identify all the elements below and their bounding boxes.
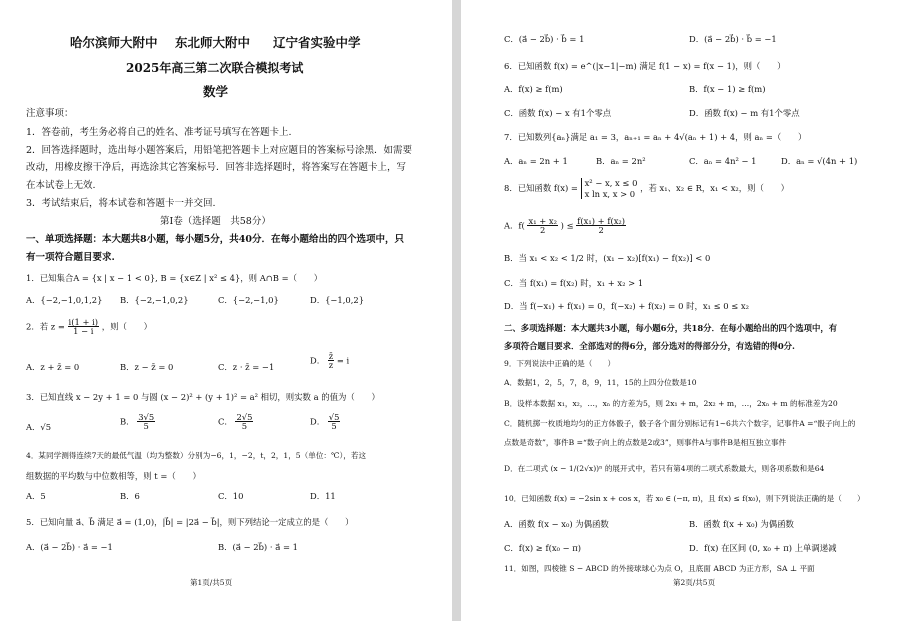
question-2-option-b: B．z − z̄ = 0 xyxy=(120,362,174,372)
notice-heading: 注意事项： xyxy=(26,108,74,119)
exam-title: 2025年高三第二次联合模拟考试 xyxy=(126,61,304,75)
notice-2-line-1: 2．回答选择题时，选出每小题答案后，用铅笔把答题卡上对应题目的答案标号涂黑．如需要 xyxy=(26,145,413,156)
question-6-option-d: D．函数 f(x) − m 有1个零点 xyxy=(689,108,800,118)
notice-2-line-2: 改动，用橡皮擦干净后，再选涂其它答案标号．回答非选择题时，将答案写在答题卡上，写 xyxy=(26,162,407,173)
volume-heading: 第Ⅰ卷（选择题 共58分） xyxy=(160,216,271,227)
school-name-2: 东北师大附中 xyxy=(175,35,251,50)
page-2-footer: 第2页/共5页 xyxy=(673,578,716,587)
question-8-option-d: D．当 f(−x₁) + f(x₁) = 0，f(−x₂) + f(x₂) = 0 时，x₁ ≤ 0 ≤ x₂ xyxy=(504,301,750,311)
question-6-option-a: A．f(x) ≥ f(m) xyxy=(504,84,563,94)
question-5-option-b: B．(a⃗ − 2b⃗) · a⃗ = 1 xyxy=(218,542,298,552)
question-2-option-a: A．z + z̄ = 0 xyxy=(26,362,80,372)
question-3-option-c: C． $\frac{2√5}{5}$ xyxy=(218,412,253,432)
question-8-piecewise: x² − x, x ≤ 0 x ln x, x > 0 xyxy=(581,178,638,199)
question-9-option-b: B．设样本数据 x₁，x₂，…，xₙ 的方差为5，则 2x₁ + m，2x₂ + m，…，2xₙ + m 的标准差为20 xyxy=(504,399,838,408)
section-1-heading-line-2: 有一项符合题目要求. xyxy=(26,252,115,263)
question-3-option-a: A．√5 xyxy=(26,422,52,432)
notice-2-line-3: 在本试卷上无效. xyxy=(26,180,96,191)
question-10-option-a: A．函数 f(x − x₀) 为偶函数 xyxy=(504,519,609,529)
question-10-option-d: D．f(x) 在区间 (0, x₀ + π) 上单调递减 xyxy=(689,543,837,553)
section-2-heading-line-1: 二、多项选择题：本大题共3小题，每小题6分，共18分．在每小题给出的四个选项中，有 xyxy=(504,323,838,333)
question-2-option-d: D． $\frac{z̄}{z}$ = i xyxy=(310,351,350,371)
question-3-option-b: B． $\frac{3√5}{5}$ xyxy=(120,412,155,432)
page-1-footer: 第1页/共5页 xyxy=(190,578,233,587)
question-2-option-c: C．z · z̄ = −1 xyxy=(218,362,275,372)
question-7-option-a: A．aₙ = 2n + 1 xyxy=(504,156,568,166)
question-5-option-d: D．(a⃗ − 2b⃗) · b⃗ = −1 xyxy=(689,34,777,44)
subject-title: 数学 xyxy=(203,84,229,99)
question-8: 8．已知函数 f(x) = x² − x, x ≤ 0 x ln x, x > 0 ，若 x₁、x₂ ∈ R，x₁ < x₂，则（ ） xyxy=(504,178,790,199)
question-11: 11．如图，四棱锥 S − ABCD 的外接球球心为点 O，且底面 ABCD 为正方形，SA ⊥ 平面 xyxy=(504,564,815,573)
question-7-option-d: D．aₙ = √(4n + 1) xyxy=(781,156,858,166)
question-4-option-b: B．6 xyxy=(120,491,140,501)
question-6-option-c: C．函数 f(x) − x 有1个零点 xyxy=(504,108,612,118)
page-gap xyxy=(452,0,461,621)
section-2-heading-line-2: 多项符合题目要求．全部选对的得6分，部分选对的得部分分，有选错的得0分. xyxy=(504,341,795,351)
exam-page-2 xyxy=(461,0,912,621)
question-5-option-c: C．(a⃗ − 2b⃗) · b⃗ = 1 xyxy=(504,34,585,44)
question-4-line-2: 组数据的平均数与中位数相等，则 t =（ ） xyxy=(26,471,201,481)
question-2: 2．若 z = $\frac{i(1 + i)}{1 - i}$ ，则（ ） xyxy=(26,317,152,337)
question-9: 9．下列说法中正确的是（ ） xyxy=(504,359,616,368)
question-6-option-b: B．f(x − 1) ≥ f(m) xyxy=(689,84,766,94)
question-4-line-1: 4．某同学测得连续7天的最低气温（均为整数）分别为−6，1，−2，t，2，1，5（单位：℃），若这 xyxy=(26,451,367,460)
question-1-option-a: A．{−2,−1,0,1,2} xyxy=(26,295,103,305)
question-10-option-c: C．f(x) ≥ f(x₀ − π) xyxy=(504,543,582,553)
question-3-option-d: D． $\frac{√5}{5}$ xyxy=(310,412,340,432)
question-9-option-a: A．数据1，2，5，7，8，9，11，15的上四分位数是10 xyxy=(504,378,697,387)
school-name-3: 辽宁省实验中学 xyxy=(273,35,361,50)
question-9-option-d: D．在二项式 (x − 1/(2√x))ⁿ 的展开式中，若只有第4项的二项式系数最大，则各项系数和是64 xyxy=(504,464,825,473)
notice-3: 3．考试结束后，将本试卷和答题卡一并交回. xyxy=(26,198,216,209)
exam-page-1 xyxy=(0,0,452,621)
question-1-option-b: B．{−2,−1,0,2} xyxy=(120,295,189,305)
question-7-option-b: B．aₙ = 2n² xyxy=(596,156,646,166)
question-1-option-d: D．{−1,0,2} xyxy=(310,295,365,305)
question-2-fraction: $\frac{i(1 + i)}{1 - i}$ xyxy=(68,317,99,337)
question-1-option-c: C．{−2,−1,0} xyxy=(218,295,279,305)
question-8-option-a: A．f( $\frac{\text{x₁ + x₂}}{2}$ ) ≤ $\frac{\text{f(x₁) + f(x₂)}}{2}$ xyxy=(504,216,626,236)
question-6: 6．已知函数 f(x) = e^(|x−1|−m) 满足 f(1 − x) = f(x − 1)，则（ ） xyxy=(504,61,786,71)
question-10-option-b: B．函数 f(x + x₀) 为偶函数 xyxy=(689,519,794,529)
question-5: 5．已知向量 a⃗、b⃗ 满足 a⃗ = (1,0)，|b⃗| = |2a⃗ − b⃗|，则下列结论一定成立的是（ ） xyxy=(26,517,354,527)
notice-1: 1．答卷前，考生务必将自己的姓名、准考证号填写在答题卡上. xyxy=(26,127,292,138)
question-7: 7．已知数列{aₙ}满足 a₁ = 3，aₙ₊₁ = aₙ + 4√(aₙ + 1) + 4，则 aₙ =（ ） xyxy=(504,132,807,142)
question-8-option-c: C．当 f(x₁) = f(x₂) 时，x₁ + x₂ > 1 xyxy=(504,278,644,288)
school-name-1: 哈尔滨师大附中 xyxy=(70,35,158,50)
section-1-heading-line-1: 一、单项选择题：本大题共8小题，每小题5分，共40分．在每小题给出的四个选项中，只 xyxy=(26,234,404,245)
question-5-option-a: A．(a⃗ − 2b⃗) · a⃗ = −1 xyxy=(26,542,113,552)
question-4-option-c: C．10 xyxy=(218,491,244,501)
question-8-option-b: B．当 x₁ < x₂ < 1/2 时，(x₁ − x₂)[f(x₁) − f(x₂)] < 0 xyxy=(504,253,711,263)
question-7-option-c: C．aₙ = 4n² − 1 xyxy=(689,156,757,166)
question-9-option-c-line-2: 点数是奇数”，事件B =“数子向上的点数是2或3”，则事件A与事件B是相互独立事件 xyxy=(504,438,787,447)
question-9-option-c-line-1: C．随机掷一枚质地均匀的正方体骰子，骰子各个面分别标记有1~6共六个数字，记事件A =“骰子向上的 xyxy=(504,419,856,428)
question-1: 1．已知集合A = {x | x − 1 < 0}, B = {x∈Z | x² ≤ 4}，则 A∩B =（ ） xyxy=(26,273,323,283)
question-3: 3．已知直线 x − 2y + 1 = 0 与圆 (x − 2)² + (y + 1)² = a² 相切，则实数 a 的值为（ ） xyxy=(26,392,380,402)
question-4-option-d: D．11 xyxy=(310,491,336,501)
question-4-option-a: A．5 xyxy=(26,491,46,501)
question-10: 10．已知函数 f(x) = −2sin x + cos x，若 x₀ ∈ (−π, π)，且 f(x) ≤ f(x₀)，则下列说法正确的是（ ） xyxy=(504,494,865,503)
